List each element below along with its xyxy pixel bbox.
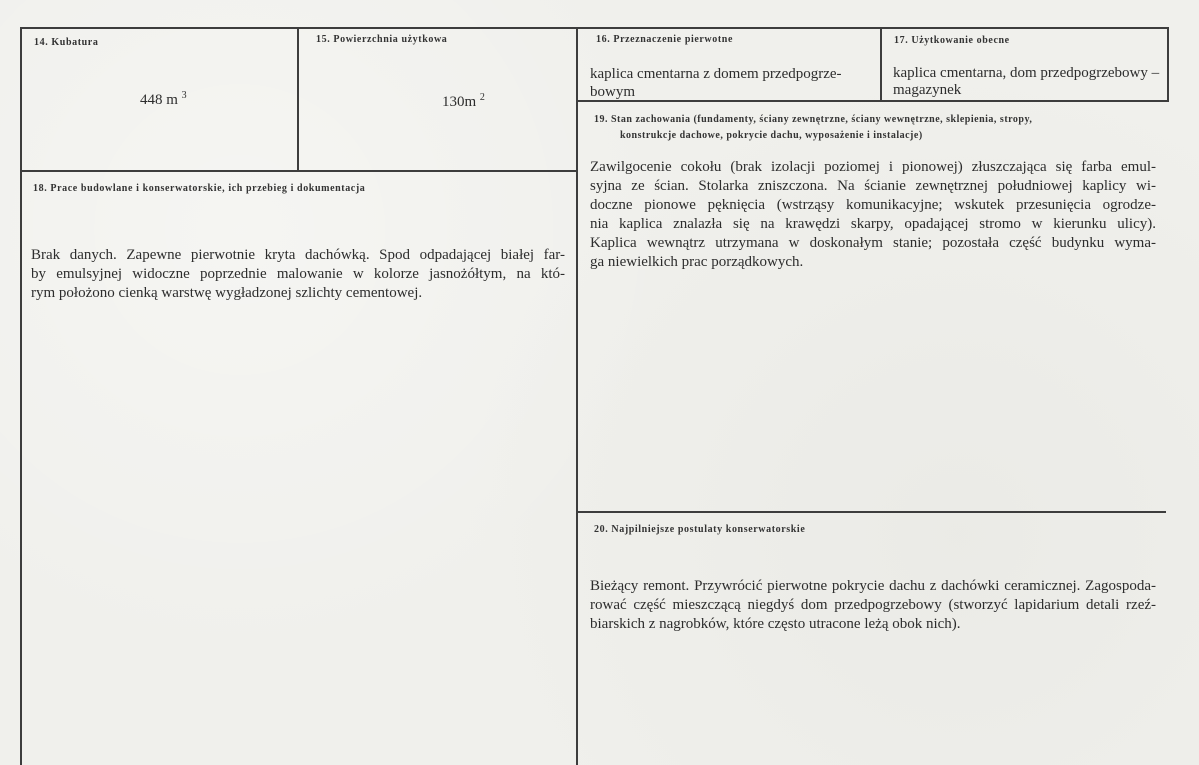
right-border <box>1167 27 1169 101</box>
field-19-line-5: Kaplica wewnątrz utrzymana w doskonałym stanie; pozostała część budynku wyma- <box>590 235 1156 251</box>
field-19-text <box>590 158 1156 272</box>
field-19-line-3: doczne pionowe pęknięcia (wstrząsy komunikacyjne; wskutek przesunięcia ogrodze- <box>590 197 1156 213</box>
field-19-label-line-2: konstrukcje dachowe, pokrycie dachu, wyposażenie i instalacje) <box>620 130 923 141</box>
field-19-line-1: Zawilgocenie cokołu (brak izolacji poziomej i pionowej) złuszczająca się farba emul- <box>590 159 1156 175</box>
field-19-line-2: syjna ze ścian. Stolarka zniszczona. Na ścianie zewnętrznej południowej kaplicy wi- <box>590 178 1156 194</box>
field-18-line-1: Brak danych. Zapewne pierwotnie kryta dachówką. Spod odpadającej białej far- <box>31 247 565 263</box>
field-14-unit-exponent: 3 <box>181 90 187 101</box>
center-divider <box>576 27 578 765</box>
field-17-label: 17. Użytkowanie obecne <box>894 35 1010 46</box>
top-border <box>20 27 1169 29</box>
field-20-line-1: Bieżący remont. Przywrócić pierwotne pokrycie dachu z dachówki ceramicznej. Zagospoda- <box>590 578 1156 594</box>
field-15-label: 15. Powierzchnia użytkowa <box>316 34 448 45</box>
field-19-line-4: nia kaplica znalazła się na krawędzi skarpy, opadającej stromo w kierunku ulicy). <box>590 216 1156 232</box>
field-18-line-3: rym położono cienką warstwę wygładzonej szlichty cementowej. <box>31 285 423 301</box>
field-20-line-2: rować część mieszczącą niegdyś dom przedpogrzebowy (stworzyć lapidarium detali rzeź- <box>590 597 1156 613</box>
field-18-text <box>31 246 565 303</box>
divider-16-17 <box>880 27 882 101</box>
field-19-line-6: ga niewielkich prac porządkowych. <box>590 254 804 270</box>
field-20-text <box>590 577 1156 634</box>
section-20-top-border <box>577 511 1166 513</box>
field-18-line-2: by emulsyjnej widoczne poprzednie malowanie w kolorze jasnożółtym, na któ- <box>31 266 565 282</box>
field-14-number: 448 m <box>140 92 178 108</box>
field-19-label-line-1: 19. Stan zachowania (fundamenty, ściany zewnętrzne, ściany wewnętrzne, sklepienia, stropy, <box>594 114 1033 125</box>
field-15-unit-exponent: 2 <box>479 92 485 103</box>
field-18-label: 18. Prace budowlane i konserwatorskie, ich przebieg i dokumentacja <box>33 183 366 194</box>
field-15-number: 130m <box>442 94 477 110</box>
field-20-label: 20. Najpilniejsze postulaty konserwatorskie <box>594 524 806 535</box>
left-border <box>20 27 22 765</box>
field-17-line-2: magazynek <box>893 82 962 98</box>
field-15-value <box>442 94 485 111</box>
field-14-label: 14. Kubatura <box>34 37 99 48</box>
field-16-line-2: bowym <box>590 84 635 100</box>
field-16-label: 16. Przeznaczenie pierwotne <box>596 34 733 45</box>
field-16-line-1: kaplica cmentarna z domem przedpogrze- <box>590 66 842 82</box>
row-16-17-bottom-border <box>577 100 1169 102</box>
field-19-label <box>594 112 1164 144</box>
field-17-line-1: kaplica cmentarna, dom przedpogrzebowy – <box>893 65 1160 81</box>
divider-14-15 <box>297 27 299 171</box>
field-20-line-3: biarskich z nagrobków, które często utracone leżą obok nich). <box>590 616 961 632</box>
field-14-value <box>140 92 187 109</box>
